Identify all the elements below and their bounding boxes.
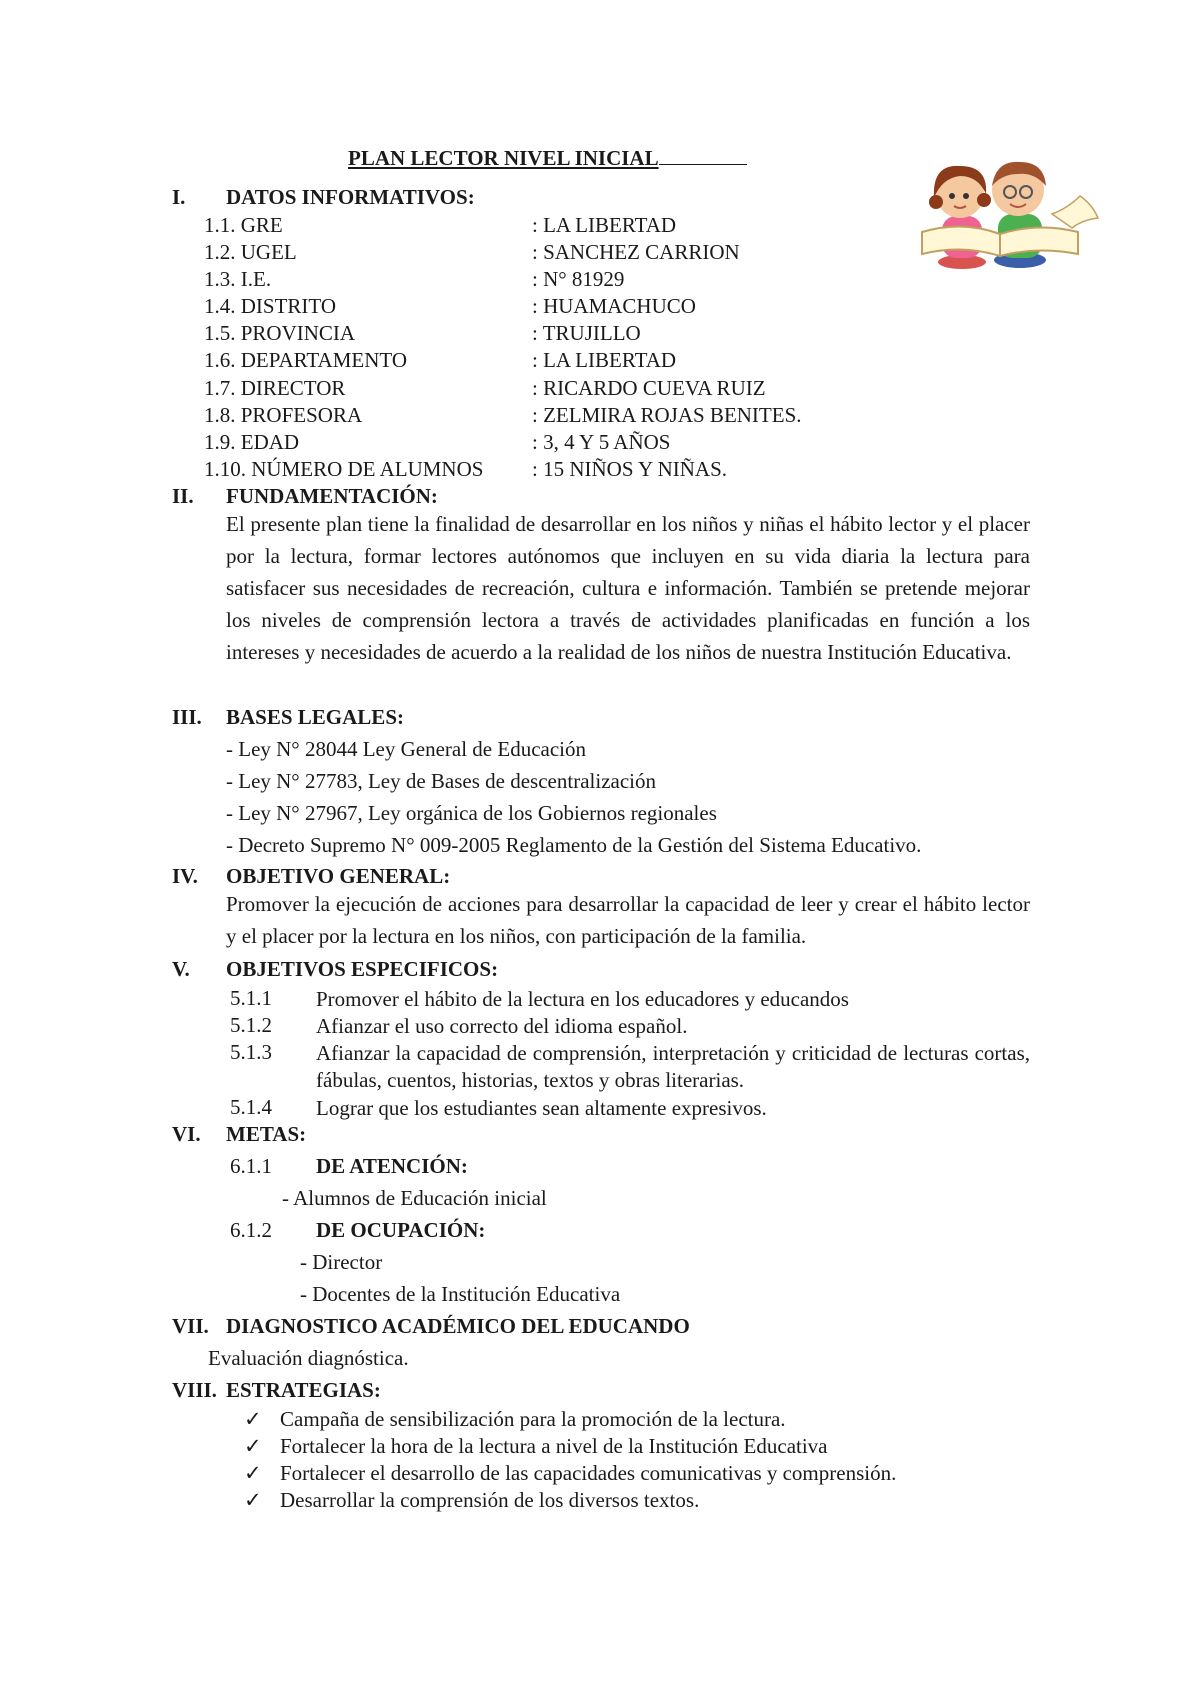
section-title: OBJETIVOS ESPECIFICOS: <box>226 957 499 981</box>
list-item: ✓ Fortalecer el desarrollo de las capacidades comunicativas y comprensión. <box>244 1461 897 1485</box>
checkmark-icon: ✓ <box>244 1434 262 1458</box>
meta-heading: DE ATENCIÓN: <box>316 1154 468 1178</box>
fundamentacion-paragraph: El presente plan tiene la finalidad de desarrollar en los niños y niñas el hábito lector y el placer por la lectura, formar lectores autónomos que incluyen en su vida diaria la lectura para satisfacer sus necesidades de recreación, cultura e información. También se pretende mejorar los niveles de comprensión lectora a través de actividades planificadas en función a los intereses y necesidades de acuerdo a la realidad de los niños de nuestra Institución Educativa. <box>226 512 1030 664</box>
objective-text: Promover el hábito de la lectura en los educadores y educandos <box>316 987 849 1011</box>
meta-number: 6.1.1 <box>230 1154 272 1178</box>
section-number: VI. <box>172 1122 201 1146</box>
objective-number: 5.1.4 <box>230 1095 272 1119</box>
section-number: VIII. <box>172 1378 217 1402</box>
section-title: OBJETIVO GENERAL: <box>226 864 451 888</box>
section-number: III. <box>172 705 202 729</box>
section-title: DATOS INFORMATIVOS: <box>226 185 475 209</box>
section-number: IV. <box>172 864 198 888</box>
checkmark-icon: ✓ <box>244 1407 262 1431</box>
objective-number: 5.1.3 <box>230 1040 272 1064</box>
section-heading-diagnostico <box>172 1314 690 1339</box>
section-heading-objetivo-general <box>172 864 450 889</box>
list-item: - Ley N° 27783, Ley de Bases de descentralización <box>226 769 656 793</box>
objective-number: 5.1.1 <box>230 986 272 1010</box>
section-number: I. <box>172 185 186 209</box>
section-heading-bases-legales <box>172 705 404 730</box>
document-page: PLAN LECTOR NIVEL INICIAL I. DATOS INFORMATIVOS: 1.1. GRE : LA LIBERTAD 1.2. UGEL : SANCHEZ CARRION 1.3. I.E. : N° 81929 1.4. DISTRITO : HUAMACHUCO 1.5. PROVINCIA : TRUJILLO 1.6. DEPARTAMENTO : LA LIBERTAD 1.7. DIRECTOR : RICARDO CUEVA RUIZ 1.8. PROFESORA : ZELMIRA ROJAS BENITES. 1.9. EDAD : 3, 4 Y 5 AÑOS 1.10. NÚMERO DE ALUMNOS : 15 NIÑOS Y NIÑAS. II. FUNDAMENTACIÓN: El presente plan tiene la finalidad de desarrollar en los niños y niñas el hábito lector y el placer por la lectura, formar lectores autónomos que incluyen en su vida diaria la lectura para satisfacer sus necesidades de recreación, cultura e información. También se pretende mejorar los niveles de comprensión lectora a través de actividades planificadas en función a los intereses y necesidades de acuerdo a la realidad de los niños de nuestra Institución Educativa. III. BASES LEGALES: - Ley N° 28044 Ley General de Educación - Ley N° 27783, Ley de Bases de descentralización - Ley N° 27967, Ley orgánica de los Gobiernos regionales - Decreto Supremo N° 009-2005 Reglamento de la Gestión del Sistema Educativo. IV. OBJETIVO GENERAL: Promover la ejecución de acciones para desarrollar la capacidad de leer y crear el hábito lector y el placer por la lectura en los niños, con participación de la familia. V. OBJETIVOS ESPECIFICOS: 5.1.1 Promover el hábito de la lectura en los educadores y educandos 5.1.2 Afianzar el uso correcto del idioma español. 5.1.3 Afianzar la capacidad de comprensión, interpretación y criticidad de lecturas cortas, fábulas, cuentos, historias, textos y obras literarias. 5.1.4 Lograr que los estudiantes sean altamente expresivos. VI. METAS: 6.1.1 DE ATENCIÓN: - Alumnos de Educación inicial 6.1.2 DE OCUPACIÓN: - Director - Docentes de la Institución Educativa VII. DIAGNOSTICO ACADÉMICO DEL EDUCANDO Evaluación diagnóstica. VIII. ESTRATEGIAS: ✓ Campaña de sensibilización para la promoción de la lectura. ✓ Fortalecer la hora de la lectura a nivel de la Institución Educativa ✓ Fortalecer el desarrollo de las capacidades comunicativas y comprensión. ✓ Desarrollar la comprensión de los diversos textos. <box>0 0 1200 1696</box>
checkmark-icon: ✓ <box>244 1488 262 1512</box>
section-heading-fundamentacion <box>172 484 438 509</box>
section-number: II. <box>172 484 194 508</box>
objetivo-general-paragraph: Promover la ejecución de acciones para desarrollar la capacidad de leer y crear el hábito lector y el placer por la lectura en los niños, con participación de la familia. <box>226 892 1030 948</box>
section-heading-estrategias <box>172 1378 381 1403</box>
diagnostico-text: Evaluación diagnóstica. <box>208 1346 409 1370</box>
list-item: - Alumnos de Educación inicial <box>282 1186 547 1210</box>
section-heading-datos <box>172 185 475 210</box>
section-heading-objetivos-especificos <box>172 957 498 982</box>
section-title: DIAGNOSTICO ACADÉMICO DEL EDUCANDO <box>226 1314 690 1338</box>
section-title: FUNDAMENTACIÓN: <box>226 484 438 508</box>
list-item: ✓ Fortalecer la hora de la lectura a nivel de la Institución Educativa <box>244 1434 828 1458</box>
objective-text: Afianzar la capacidad de comprensión, interpretación y criticidad de lecturas cortas, fábulas, cuentos, historias, textos y obras literarias. <box>316 1041 1030 1092</box>
section-title: ESTRATEGIAS: <box>226 1378 381 1402</box>
meta-heading: DE OCUPACIÓN: <box>316 1218 486 1242</box>
list-item: - Decreto Supremo N° 009-2005 Reglamento de la Gestión del Sistema Educativo. <box>226 833 922 857</box>
children-reading-book-illustration <box>902 152 1102 272</box>
title-underline-blank <box>659 146 747 165</box>
meta-number: 6.1.2 <box>230 1218 272 1242</box>
list-item: - Docentes de la Institución Educativa <box>300 1282 621 1306</box>
section-title: METAS: <box>226 1122 307 1146</box>
objective-number: 5.1.2 <box>230 1013 272 1037</box>
section-number: V. <box>172 957 190 981</box>
list-item: ✓ Campaña de sensibilización para la promoción de la lectura. <box>244 1407 786 1431</box>
objective-text: Afianzar el uso correcto del idioma español. <box>316 1014 688 1038</box>
checkmark-icon: ✓ <box>244 1461 262 1485</box>
objective-text: Lograr que los estudiantes sean altamente expresivos. <box>316 1096 767 1120</box>
list-item: - Ley N° 28044 Ley General de Educación <box>226 737 587 761</box>
list-item: - Ley N° 27967, Ley orgánica de los Gobiernos regionales <box>226 801 717 825</box>
document-title <box>348 146 747 171</box>
section-number: VII. <box>172 1314 209 1338</box>
section-heading-metas <box>172 1122 306 1147</box>
section-title: BASES LEGALES: <box>226 705 404 729</box>
list-item: ✓ Desarrollar la comprensión de los diversos textos. <box>244 1488 700 1512</box>
title-text: PLAN LECTOR NIVEL INICIAL <box>348 146 659 170</box>
list-item: - Director <box>300 1250 383 1274</box>
